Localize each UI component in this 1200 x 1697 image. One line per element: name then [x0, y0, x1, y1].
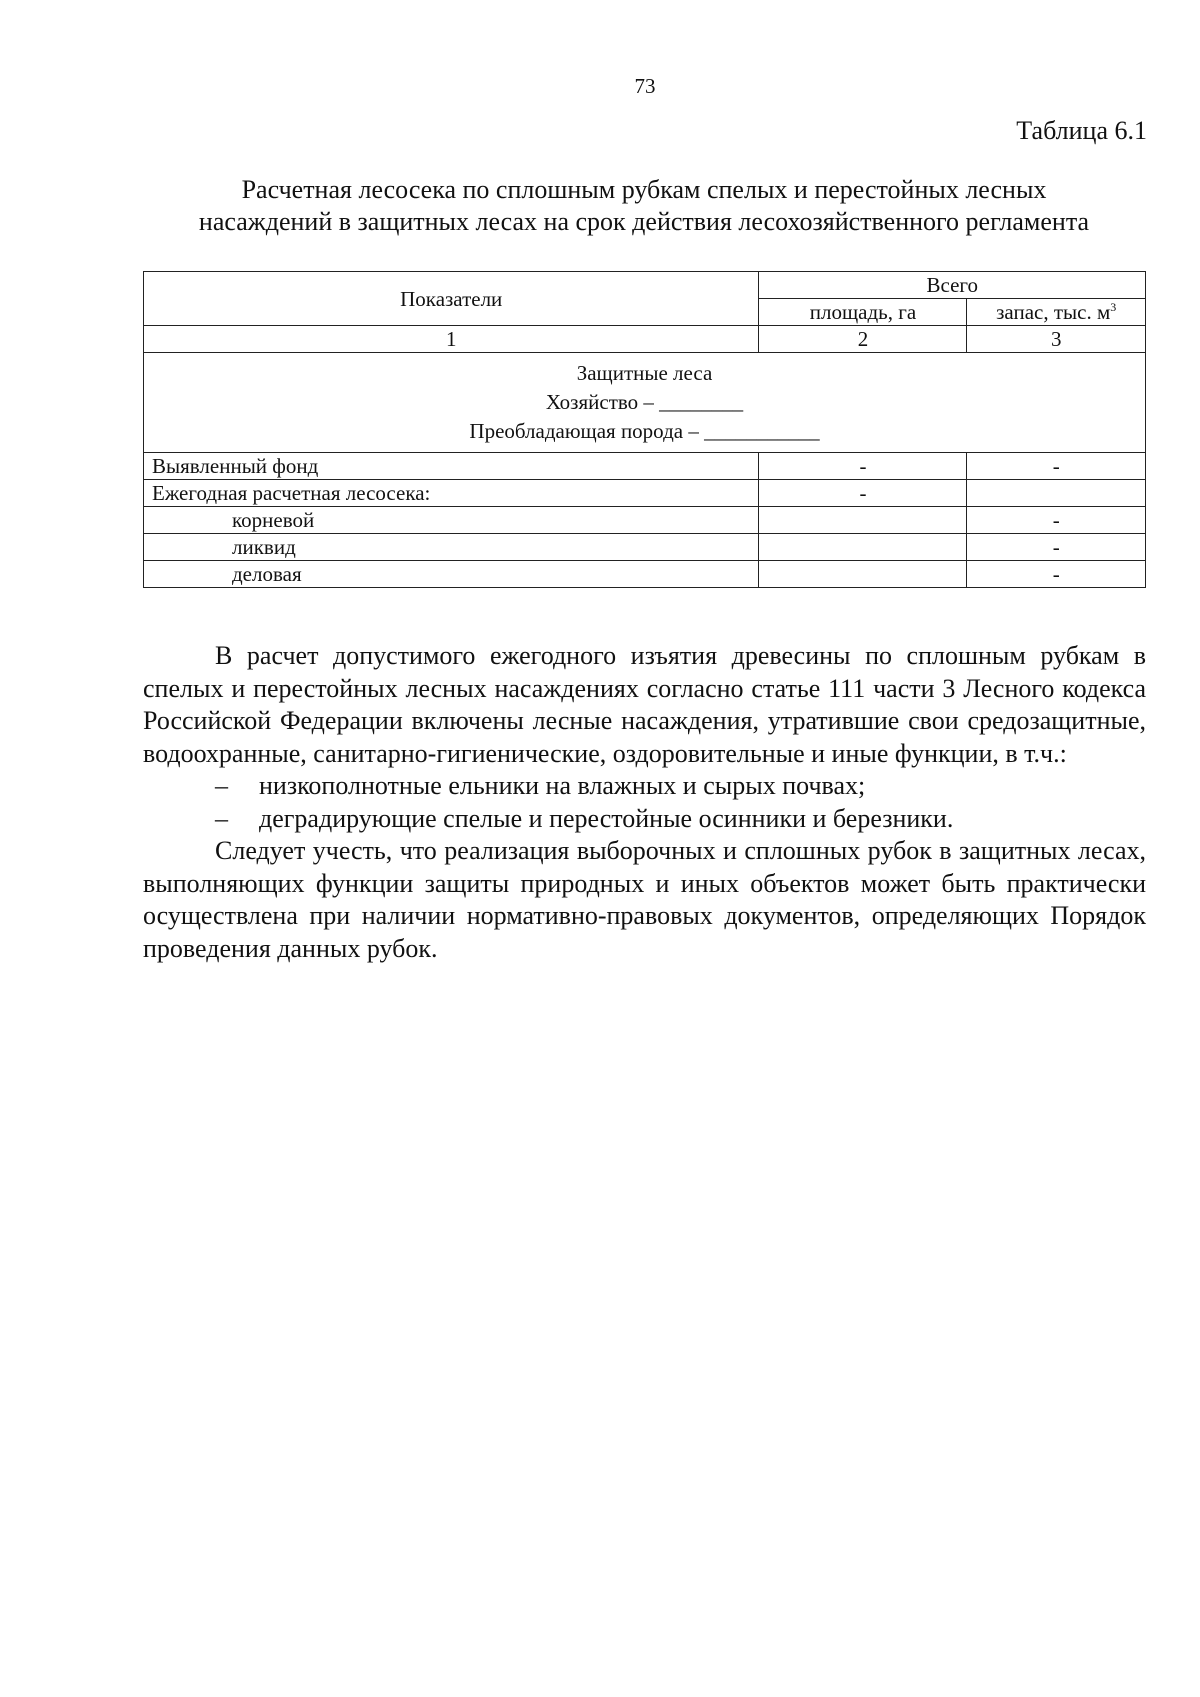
table-title-line-1: Расчетная лесосека по сплошным рубкам спелых и перестойных лесных: [241, 175, 1047, 204]
row-volume: -: [967, 507, 1146, 534]
table-row: [144, 453, 1146, 480]
paragraph-1: В расчет допустимого ежегодного изъятия древесины по сплошным рубкам в спелых и перестойных лесных насаждениях согласно статье 111 части 3 Лесного кодекса Российской Федерации включены лесные насаждения, утратившие свои средозащитные, водоохранные, санитарно-гигиенические, оздоровительные и иные функции, в т.ч.:: [143, 641, 1146, 768]
table-row: [144, 561, 1146, 588]
list-dash: –: [215, 803, 228, 833]
header-total: Всего: [759, 272, 1146, 299]
table-row: [144, 480, 1146, 507]
paragraph-2: Следует учесть, что реализация выборочных и сплошных рубок в защитных лесах, выполняющих функции защиты природных и иных объектов может быть практически осуществлена при наличии нормативно-правовых документов, определяющих Порядок проведения данных рубок.: [143, 836, 1146, 963]
header-volume-text: запас, тыс. м: [996, 300, 1111, 324]
header-area: площадь, га: [759, 299, 967, 326]
body-text: [143, 640, 1146, 965]
list-item-text: низкополнотные ельники на влажных и сырых почвах;: [259, 771, 866, 800]
row-label: Ежегодная расчетная лесосека:: [144, 480, 759, 507]
row-volume: -: [967, 534, 1146, 561]
header-volume-superscript: 3: [1110, 300, 1117, 314]
table-row: [144, 507, 1146, 534]
row-volume: -: [967, 561, 1146, 588]
section-header: [144, 353, 1146, 453]
section-forest-type: Защитные леса: [576, 361, 713, 385]
list-item: [143, 803, 1146, 836]
column-number-1: 1: [144, 326, 759, 353]
section-dominant-species: Преобладающая порода – ___________: [469, 419, 820, 443]
table-label: Таблица 6.1: [1016, 116, 1147, 145]
column-number-3: 3: [967, 326, 1146, 353]
table-title: [142, 174, 1146, 238]
row-label: ликвид: [144, 534, 759, 561]
row-area: -: [759, 480, 967, 507]
row-label: корневой: [144, 507, 759, 534]
row-volume: -: [967, 453, 1146, 480]
row-volume: [967, 480, 1146, 507]
section-management-unit: Хозяйство – ________: [545, 390, 744, 414]
row-label: деловая: [144, 561, 759, 588]
table-title-line-2: насаждений в защитных лесах на срок действия лесохозяйственного регламента: [198, 207, 1090, 236]
row-area: [759, 534, 967, 561]
table-header-row-1: [144, 272, 1146, 299]
list-dash: –: [215, 771, 228, 800]
list-item-text: деградирующие спелые и перестойные осинники и березники.: [259, 803, 954, 833]
allowable-cut-table: [143, 271, 1146, 588]
column-number-2: 2: [759, 326, 967, 353]
table-row: [144, 534, 1146, 561]
row-area: -: [759, 453, 967, 480]
row-label: Выявленный фонд: [144, 453, 759, 480]
header-indicators: Показатели: [144, 272, 759, 326]
table-column-numbers-row: [144, 326, 1146, 353]
row-area: [759, 561, 967, 588]
header-volume: [967, 299, 1146, 326]
row-area: [759, 507, 967, 534]
page-number: 73: [634, 74, 656, 98]
table-section-row: [144, 353, 1146, 453]
list-item: [143, 770, 1146, 803]
